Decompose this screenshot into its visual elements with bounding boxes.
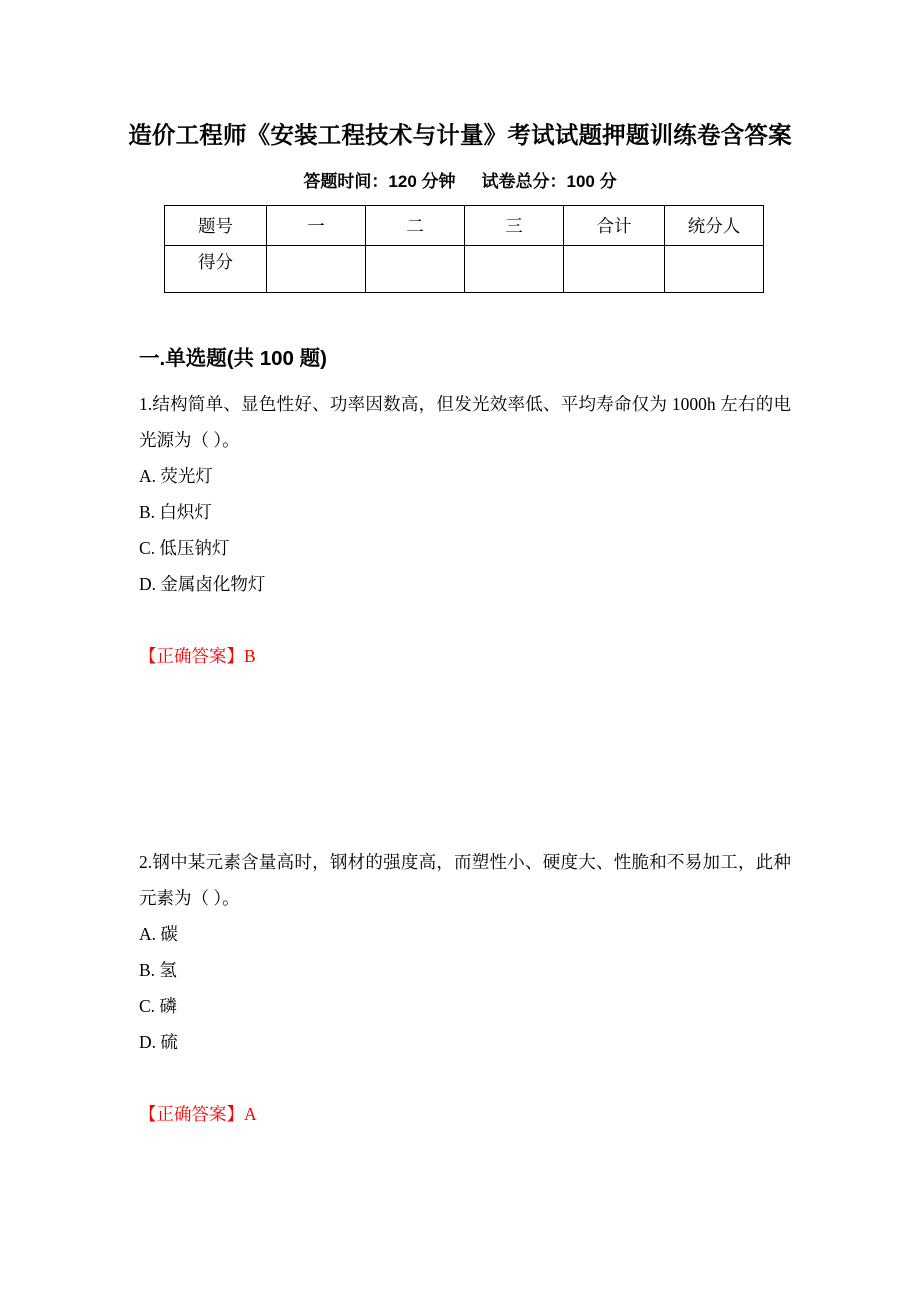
score-row-label: 得分 <box>165 246 267 293</box>
page-title: 造价工程师《安装工程技术与计量》考试试题押题训练卷含答案 <box>128 122 792 148</box>
option-c[interactable]: C. 低压钠灯 <box>139 538 230 558</box>
score-cell-5[interactable] <box>665 246 764 293</box>
score-table-header-5: 统分人 <box>665 206 764 246</box>
option-d[interactable]: D. 金属卤化物灯 <box>139 574 266 594</box>
score-cell-3[interactable] <box>465 246 564 293</box>
question-options <box>139 458 791 602</box>
score-table <box>164 205 764 293</box>
exam-total-score: 试卷总分：100 分 <box>481 172 617 191</box>
option-c[interactable]: C. 磷 <box>139 996 177 1016</box>
option-a[interactable]: A. 碳 <box>139 924 178 944</box>
score-cell-4[interactable] <box>564 246 665 293</box>
exam-duration: 答题时间：120 分钟 <box>303 172 456 191</box>
question-item <box>139 386 791 674</box>
score-table-header-2: 二 <box>366 206 465 246</box>
score-table-header-4: 合计 <box>564 206 665 246</box>
table-row <box>165 206 764 246</box>
section-heading: 一.单选题(共 100 题) <box>139 347 327 370</box>
spacer <box>139 602 791 638</box>
exam-body <box>139 344 791 1132</box>
correct-answer: 【正确答案】A <box>139 1104 257 1124</box>
spacer <box>139 1060 791 1096</box>
option-b[interactable]: B. 白炽灯 <box>139 502 212 522</box>
question-options <box>139 916 791 1060</box>
score-table-header-1: 一 <box>267 206 366 246</box>
question-stem: 1.结构简单、显色性好、功率因数高，但发光效率低、平均寿命仅为 1000h 左右的电光源为（ ）。 <box>139 394 791 450</box>
correct-answer: 【正确答案】B <box>139 646 256 666</box>
option-b[interactable]: B. 氢 <box>139 960 177 980</box>
question-gap <box>139 674 791 844</box>
score-table-header-0: 题号 <box>165 206 267 246</box>
option-d[interactable]: D. 硫 <box>139 1032 178 1052</box>
option-a[interactable]: A. 荧光灯 <box>139 466 213 486</box>
score-table-header-3: 三 <box>465 206 564 246</box>
exam-meta-line <box>0 170 920 194</box>
score-cell-2[interactable] <box>366 246 465 293</box>
question-item <box>139 844 791 1132</box>
score-cell-1[interactable] <box>267 246 366 293</box>
question-stem: 2.钢中某元素含量高时，钢材的强度高，而塑性小、硬度大、性脆和不易加工，此种元素为（ ）。 <box>139 852 791 908</box>
table-row <box>165 246 764 293</box>
